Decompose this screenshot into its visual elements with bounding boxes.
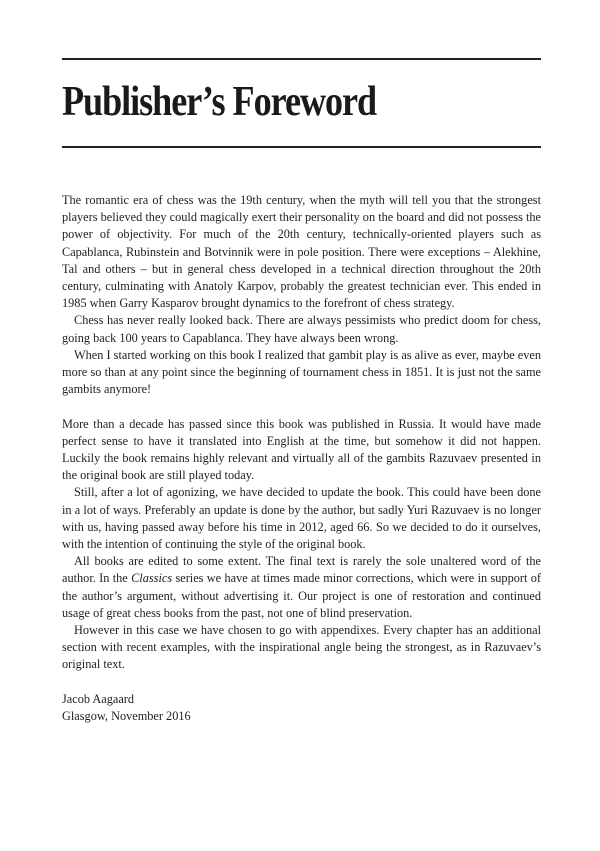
paragraph-decade-passed: More than a decade has passed since this book was published in Russia. It would have made perfect sense to have it translated into English at the time, but somehow it did not happen. Luckily the book remains highly relevant and virtually all of the gambits Razuvaev presented in the original book are still played today. (62, 416, 541, 483)
page (62, 0, 541, 851)
paragraph-romantic-era: The romantic era of chess was the 19th century, when the myth will tell you that the strongest players believed they could magically exert their personality on the board and did not possess the power of objectivity. For much of the 20th century, technically-oriented players such as Capablanca, Rubinstein and Botvinnik were in pole position. There were exceptions – Alekhine, Tal and others – but in general chess developed in a technical direction throughout the 20th century, culminating with Anatoly Karpov, probably the greatest technician ever. This ended in 1985 when Garry Kasparov brought dynamics to the forefront of chess strategy. (62, 193, 541, 311)
signature-gap (62, 674, 541, 691)
paragraph-appendixes: However in this case we have chosen to go with appendixes. Every chapter has an additional section with recent examples, with the inspirational angle being the strongest, as in Razuvaev’s original text. (62, 623, 541, 672)
foreword-body (62, 192, 541, 725)
signature-place-date: Glasgow, November 2016 (62, 709, 191, 724)
paragraph-gambit-play: When I started working on this book I realized that gambit play is as alive as ever, maybe even more so than at any point since the beginning of tournament chess in 1851. It is just not the same gambits anymore! (62, 347, 541, 397)
bottom-rule (62, 146, 541, 148)
signature-name: Jacob Aagaard (62, 691, 135, 706)
paragraph-editing (62, 553, 541, 622)
section-gap (62, 398, 541, 415)
editing-text-before: All books are edited to some extent. The final text is rarely the sole unaltered word of the author. In the (62, 554, 541, 586)
paragraph-update-book: Still, after a lot of agonizing, we have decided to update the book. This could have been done in a lot of ways. Preferably an update is done by the author, but sadly Yuri Razuvaev is no longer with us, having passed away before his time in 2012, aged 66. So we decided to do it ourselves, with the intention of continuing the style of the original book. (62, 485, 541, 552)
paragraph-never-looked-back: Chess has never really looked back. There are always pessimists who predict doom for chess, going back 100 years to Capablanca. They have always been wrong. (62, 313, 541, 345)
top-rule (62, 58, 541, 60)
classics-series-title: Classics (131, 571, 173, 586)
editing-text-after: series we have at times made minor corrections, which were in support of the author’s argument, without advertising it. Our project is one of restoration and continued usage of great chess books from the past, not one of blind preservation. (62, 571, 541, 620)
page-title: Publisher’s Foreword (62, 79, 377, 125)
